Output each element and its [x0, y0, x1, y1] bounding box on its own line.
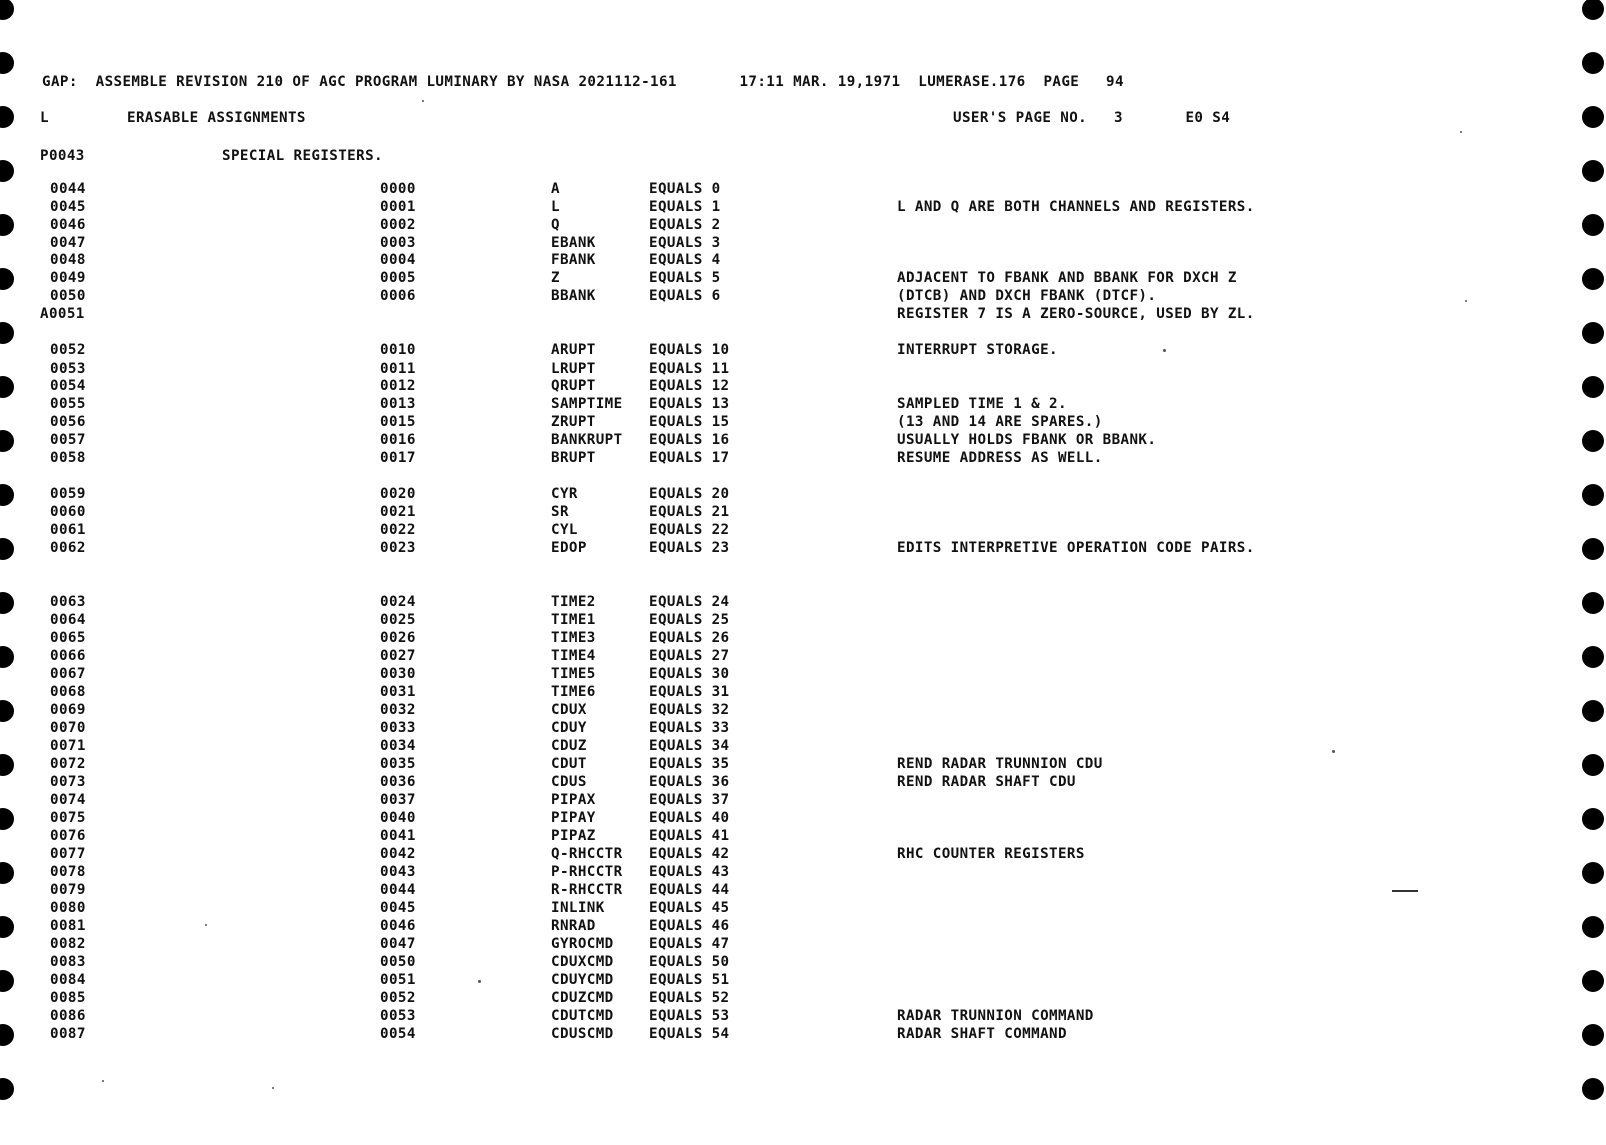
scan-speck: [422, 100, 424, 102]
listing-label: BANKRUPT: [551, 432, 623, 448]
listing-comment: EDITS INTERPRETIVE OPERATION CODE PAIRS.: [897, 540, 1255, 556]
listing-op: EQUALS 1: [649, 199, 721, 215]
listing-line: 0058: [50, 450, 86, 466]
feed-hole: [1582, 970, 1604, 992]
feed-hole: [1582, 0, 1604, 20]
listing-addr: 0040: [380, 810, 416, 826]
feed-hole: [1582, 592, 1604, 614]
feed-hole: [0, 700, 14, 722]
listing-label: CDUXCMD: [551, 954, 614, 970]
listing-comment: (13 AND 14 ARE SPARES.): [897, 414, 1103, 430]
feed-hole: [0, 1078, 14, 1100]
listing-op: EQUALS 16: [649, 432, 730, 448]
listing-comment: L AND Q ARE BOTH CHANNELS AND REGISTERS.: [897, 199, 1255, 215]
feed-hole: [1582, 916, 1604, 938]
listing-line: 0077: [50, 846, 86, 862]
listing-comment: RADAR SHAFT COMMAND: [897, 1026, 1067, 1042]
listing-comment: RADAR TRUNNION COMMAND: [897, 1008, 1094, 1024]
listing-addr: 0015: [380, 414, 416, 430]
listing-op: EQUALS 43: [649, 864, 730, 880]
listing-op: EQUALS 15: [649, 414, 730, 430]
listing-line: 0068: [50, 684, 86, 700]
listing-addr: 0052: [380, 990, 416, 1006]
listing-line: 0056: [50, 414, 86, 430]
listing-comment: REND RADAR TRUNNION CDU: [897, 756, 1103, 772]
listing-label: PIPAY: [551, 810, 596, 826]
listing-op: EQUALS 53: [649, 1008, 730, 1024]
feed-hole: [1582, 268, 1604, 290]
listing-line: 0065: [50, 630, 86, 646]
listing-label: QRUPT: [551, 378, 596, 394]
listing-label: TIME5: [551, 666, 596, 682]
listing-line: 0057: [50, 432, 86, 448]
listing-addr: 0011: [380, 361, 416, 377]
feed-hole: [1582, 52, 1604, 74]
feed-hole: [0, 538, 14, 560]
listing-op: EQUALS 25: [649, 612, 730, 628]
section-marker-title: SPECIAL REGISTERS.: [222, 148, 383, 164]
listing-op: EQUALS 45: [649, 900, 730, 916]
listing-line: 0066: [50, 648, 86, 664]
user-page-number: USER'S PAGE NO. 3 E0 S4: [953, 110, 1231, 126]
listing-op: EQUALS 41: [649, 828, 730, 844]
listing-label: L: [551, 199, 560, 215]
listing-op: EQUALS 22: [649, 522, 730, 538]
listing-op: EQUALS 33: [649, 720, 730, 736]
listing-op: EQUALS 26: [649, 630, 730, 646]
listing-addr: 0005: [380, 270, 416, 286]
listing-addr: 0020: [380, 486, 416, 502]
listing-addr: 0002: [380, 217, 416, 233]
listing-addr: 0043: [380, 864, 416, 880]
feed-hole: [0, 970, 14, 992]
listing-addr: 0046: [380, 918, 416, 934]
listing-addr: 0022: [380, 522, 416, 538]
listing-line: 0071: [50, 738, 86, 754]
listing-op: EQUALS 52: [649, 990, 730, 1006]
listing-op: EQUALS 31: [649, 684, 730, 700]
listing-label: GYROCMD: [551, 936, 614, 952]
feed-hole: [0, 754, 14, 776]
listing-addr: 0021: [380, 504, 416, 520]
listing-comment: INTERRUPT STORAGE.: [897, 342, 1058, 358]
listing-line: 0072: [50, 756, 86, 772]
listing-comment: REGISTER 7 IS A ZERO-SOURCE, USED BY ZL.: [897, 306, 1255, 322]
listing-line: A0051: [40, 306, 85, 322]
scan-speck: [478, 980, 481, 983]
feed-hole: [1582, 322, 1604, 344]
listing-label: CDUTCMD: [551, 1008, 614, 1024]
listing-label: TIME3: [551, 630, 596, 646]
listing-label: ZRUPT: [551, 414, 596, 430]
feed-hole: [0, 268, 14, 290]
listing-label: BRUPT: [551, 450, 596, 466]
listing-addr: 0025: [380, 612, 416, 628]
listing-label: PIPAZ: [551, 828, 596, 844]
listing-comment: USUALLY HOLDS FBANK OR BBANK.: [897, 432, 1157, 448]
listing-op: EQUALS 54: [649, 1026, 730, 1042]
listing-op: EQUALS 32: [649, 702, 730, 718]
listing-op: EQUALS 20: [649, 486, 730, 502]
listing-label: CDUT: [551, 756, 587, 772]
listing-op: EQUALS 6: [649, 288, 721, 304]
listing-comment: (DTCB) AND DXCH FBANK (DTCF).: [897, 288, 1157, 304]
listing-label: CYL: [551, 522, 578, 538]
listing-op: EQUALS 0: [649, 181, 721, 197]
listing-label: EDOP: [551, 540, 587, 556]
listing-label: CDUX: [551, 702, 587, 718]
feed-hole: [1582, 430, 1604, 452]
listing-op: EQUALS 13: [649, 396, 730, 412]
listing-label: PIPAX: [551, 792, 596, 808]
listing-label: RNRAD: [551, 918, 596, 934]
listing-comment: ADJACENT TO FBANK AND BBANK FOR DXCH Z: [897, 270, 1237, 286]
listing-op: EQUALS 17: [649, 450, 730, 466]
feed-hole: [1582, 484, 1604, 506]
listing-line: 0049: [50, 270, 86, 286]
listing-op: EQUALS 27: [649, 648, 730, 664]
listing-label: SAMPTIME: [551, 396, 623, 412]
listing-line: 0080: [50, 900, 86, 916]
listing-label: CDUSCMD: [551, 1026, 614, 1042]
listing-label: CDUZCMD: [551, 990, 614, 1006]
listing-addr: 0023: [380, 540, 416, 556]
listing-line: 0050: [50, 288, 86, 304]
listing-op: EQUALS 11: [649, 361, 730, 377]
listing-label: Z: [551, 270, 560, 286]
listing-op: EQUALS 23: [649, 540, 730, 556]
listing-line: 0070: [50, 720, 86, 736]
listing-line: 0052: [50, 342, 86, 358]
feed-hole: [1582, 646, 1604, 668]
listing-line: 0061: [50, 522, 86, 538]
listing-op: EQUALS 12: [649, 378, 730, 394]
feed-hole: [1582, 862, 1604, 884]
listing-addr: 0053: [380, 1008, 416, 1024]
scan-speck: [1332, 750, 1335, 753]
feed-hole: [0, 1024, 14, 1046]
listing-label: Q-RHCCTR: [551, 846, 623, 862]
listing-op: EQUALS 2: [649, 217, 721, 233]
listing-op: EQUALS 21: [649, 504, 730, 520]
listing-line: 0046: [50, 217, 86, 233]
listing-line: 0079: [50, 882, 86, 898]
listing-op: EQUALS 5: [649, 270, 721, 286]
feed-hole: [0, 592, 14, 614]
feed-hole: [1582, 808, 1604, 830]
listing-addr: 0003: [380, 235, 416, 251]
listing-label: FBANK: [551, 252, 596, 268]
listing-addr: 0012: [380, 378, 416, 394]
listing-addr: 0016: [380, 432, 416, 448]
listing-line: 0085: [50, 990, 86, 1006]
listing-label: SR: [551, 504, 569, 520]
listing-label: CDUZ: [551, 738, 587, 754]
scan-speck: [1460, 131, 1462, 133]
listing-line: 0082: [50, 936, 86, 952]
listing-addr: 0044: [380, 882, 416, 898]
listing-label: TIME1: [551, 612, 596, 628]
feed-hole: [0, 808, 14, 830]
feed-hole: [0, 160, 14, 182]
listing-comment: REND RADAR SHAFT CDU: [897, 774, 1076, 790]
feed-hole: [1582, 538, 1604, 560]
listing-op: EQUALS 40: [649, 810, 730, 826]
listing-addr: 0000: [380, 181, 416, 197]
listing-addr: 0031: [380, 684, 416, 700]
listing-comment: RHC COUNTER REGISTERS: [897, 846, 1085, 862]
listing-line: 0069: [50, 702, 86, 718]
listing-addr: 0045: [380, 900, 416, 916]
listing-line: 0074: [50, 792, 86, 808]
listing-op: EQUALS 24: [649, 594, 730, 610]
feed-hole: [0, 106, 14, 128]
listing-op: EQUALS 36: [649, 774, 730, 790]
listing-op: EQUALS 3: [649, 235, 721, 251]
feed-hole: [0, 214, 14, 236]
listing-addr: 0032: [380, 702, 416, 718]
listing-line: 0044: [50, 181, 86, 197]
listing-line: 0067: [50, 666, 86, 682]
listing-label: CYR: [551, 486, 578, 502]
feed-hole: [1582, 700, 1604, 722]
feed-hole: [1582, 376, 1604, 398]
listing-addr: 0027: [380, 648, 416, 664]
listing-op: EQUALS 37: [649, 792, 730, 808]
listing-op: EQUALS 35: [649, 756, 730, 772]
listing-label: INLINK: [551, 900, 605, 916]
listing-addr: 0033: [380, 720, 416, 736]
listing-line: 0062: [50, 540, 86, 556]
listing-addr: 0017: [380, 450, 416, 466]
listing-addr: 0006: [380, 288, 416, 304]
listing-line: 0086: [50, 1008, 86, 1024]
listing-label: ARUPT: [551, 342, 596, 358]
listing-op: EQUALS 10: [649, 342, 730, 358]
scan-dash: [1392, 890, 1418, 892]
listing-addr: 0051: [380, 972, 416, 988]
listing-addr: 0010: [380, 342, 416, 358]
listing-line: 0075: [50, 810, 86, 826]
feed-hole: [0, 646, 14, 668]
listing-op: EQUALS 46: [649, 918, 730, 934]
listing-label: CDUYCMD: [551, 972, 614, 988]
listing-addr: 0013: [380, 396, 416, 412]
listing-label: LRUPT: [551, 361, 596, 377]
section-marker-line: P0043: [40, 148, 85, 164]
scan-speck: [205, 924, 207, 926]
feed-hole: [0, 916, 14, 938]
feed-hole: [0, 322, 14, 344]
listing-addr: 0024: [380, 594, 416, 610]
listing-addr: 0004: [380, 252, 416, 268]
listing-addr: 0030: [380, 666, 416, 682]
listing-line: 0060: [50, 504, 86, 520]
listing-addr: 0041: [380, 828, 416, 844]
listing-op: EQUALS 42: [649, 846, 730, 862]
listing-line: 0073: [50, 774, 86, 790]
listing-label: BBANK: [551, 288, 596, 304]
listing-line: 0055: [50, 396, 86, 412]
feed-hole: [1582, 754, 1604, 776]
listing-addr: 0047: [380, 936, 416, 952]
listing-line: 0048: [50, 252, 86, 268]
listing-op: EQUALS 4: [649, 252, 721, 268]
listing-line: 0053: [50, 361, 86, 377]
listing-label: TIME4: [551, 648, 596, 664]
listing-line: 0083: [50, 954, 86, 970]
listing-line: 0076: [50, 828, 86, 844]
listing-label: CDUY: [551, 720, 587, 736]
listing-line: 0047: [50, 235, 86, 251]
listing-line: 0078: [50, 864, 86, 880]
listing-addr: 0035: [380, 756, 416, 772]
listing-op: EQUALS 44: [649, 882, 730, 898]
listing-addr: 0026: [380, 630, 416, 646]
feed-hole: [1582, 1024, 1604, 1046]
listing-line: 0087: [50, 1026, 86, 1042]
listing-line: 0084: [50, 972, 86, 988]
section-title: ERASABLE ASSIGNMENTS: [127, 110, 306, 126]
listing-line: 0045: [50, 199, 86, 215]
scan-speck: [1465, 300, 1467, 302]
listing-line: 0063: [50, 594, 86, 610]
feed-hole: [1582, 160, 1604, 182]
listing-addr: 0054: [380, 1026, 416, 1042]
listing-addr: 0037: [380, 792, 416, 808]
scan-speck: [102, 1080, 104, 1082]
listing-label: R-RHCCTR: [551, 882, 623, 898]
feed-hole: [0, 376, 14, 398]
listing-comment: SAMPLED TIME 1 & 2.: [897, 396, 1067, 412]
listing-op: EQUALS 34: [649, 738, 730, 754]
listing-label: EBANK: [551, 235, 596, 251]
feed-hole: [0, 52, 14, 74]
listing-line: 0064: [50, 612, 86, 628]
scan-speck: [1163, 349, 1166, 352]
feed-hole: [0, 0, 14, 20]
listing-comment: RESUME ADDRESS AS WELL.: [897, 450, 1103, 466]
listing-label: CDUS: [551, 774, 587, 790]
feed-hole: [1582, 214, 1604, 236]
listing-line: 0054: [50, 378, 86, 394]
feed-hole: [0, 430, 14, 452]
listing-op: EQUALS 47: [649, 936, 730, 952]
scan-speck: [272, 1087, 274, 1089]
listing-label: TIME2: [551, 594, 596, 610]
feed-hole: [0, 484, 14, 506]
listing-addr: 0036: [380, 774, 416, 790]
feed-hole: [1582, 1078, 1604, 1100]
feed-hole: [1582, 106, 1604, 128]
feed-hole: [0, 862, 14, 884]
listing-addr: 0042: [380, 846, 416, 862]
listing-label: TIME6: [551, 684, 596, 700]
assembly-header-line: GAP: ASSEMBLE REVISION 210 OF AGC PROGRAM LUMINARY BY NASA 2021112-161 17:11 MAR. 19,1971 LUMERASE.176 PAGE 94: [42, 74, 1124, 90]
listing-op: EQUALS 30: [649, 666, 730, 682]
section-letter: L: [40, 110, 49, 126]
listing-label: Q: [551, 217, 560, 233]
listing-line: 0059: [50, 486, 86, 502]
listing-op: EQUALS 50: [649, 954, 730, 970]
listing-addr: 0050: [380, 954, 416, 970]
listing-label: A: [551, 181, 560, 197]
listing-label: P-RHCCTR: [551, 864, 623, 880]
listing-op: EQUALS 51: [649, 972, 730, 988]
listing-addr: 0034: [380, 738, 416, 754]
listing-line: 0081: [50, 918, 86, 934]
listing-addr: 0001: [380, 199, 416, 215]
